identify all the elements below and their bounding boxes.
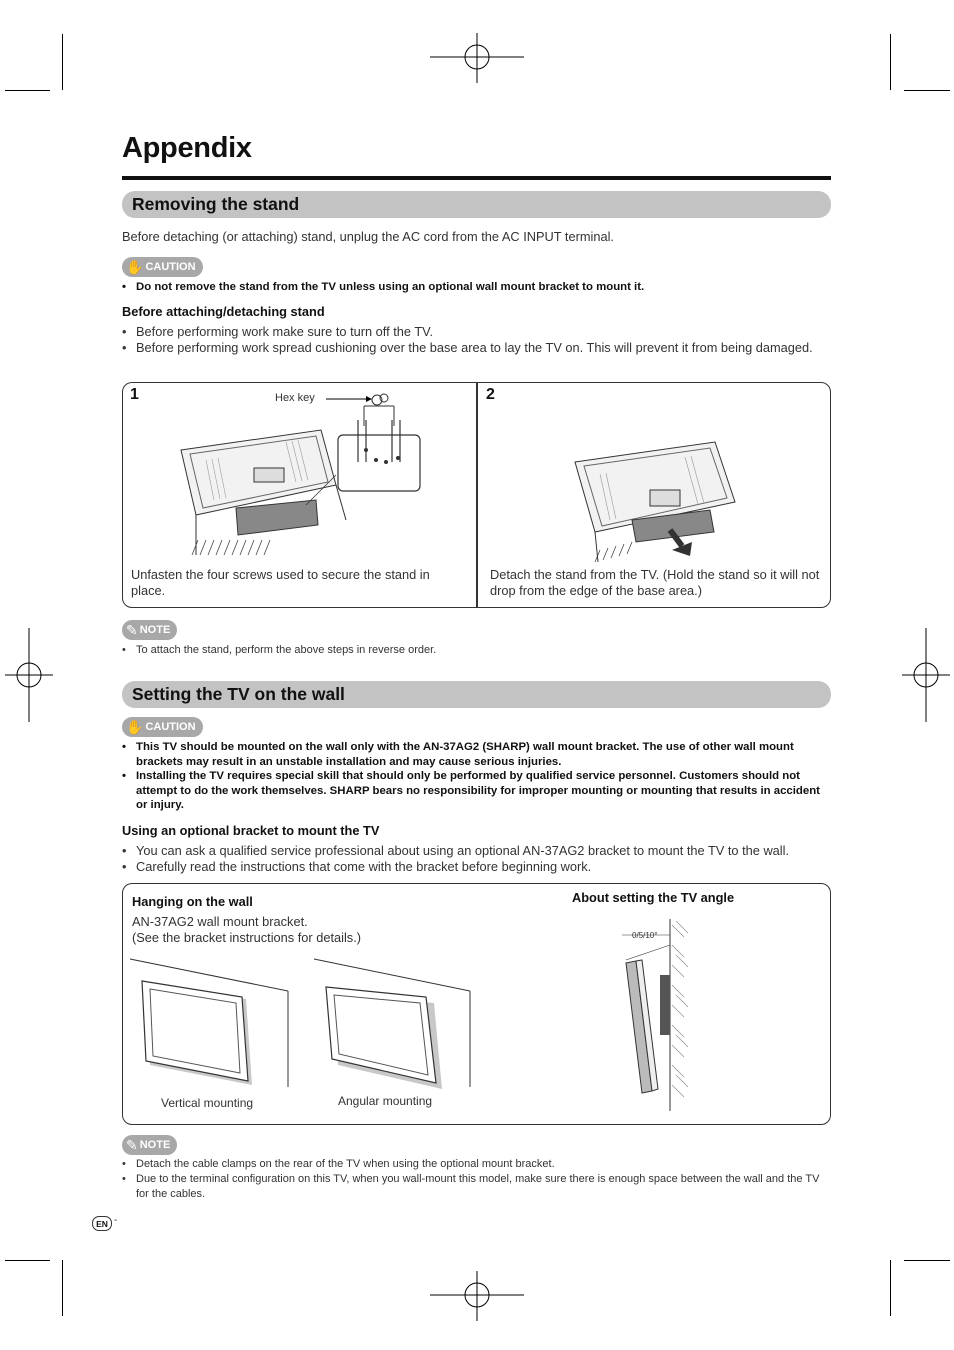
vertical-mounting-illustration bbox=[128, 957, 290, 1089]
page-title: Appendix bbox=[122, 132, 252, 164]
step-2-caption: Detach the stand from the TV. (Hold the stand so it will not drop from the edge of the base area.) bbox=[490, 567, 820, 598]
section-header-removing bbox=[122, 191, 831, 218]
hanging-line-2: (See the bracket instructions for details.) bbox=[132, 930, 362, 945]
step-1-caption: Unfasten the four screws used to secure the stand in place. bbox=[131, 567, 430, 598]
registration-mark-right bbox=[902, 628, 950, 722]
caution-label-2: CAUTION bbox=[145, 721, 196, 733]
language-badge-text: EN bbox=[96, 1218, 108, 1229]
note-list-1 bbox=[122, 643, 831, 658]
hand-icon: ✋ bbox=[126, 258, 144, 275]
caution-list-1 bbox=[122, 280, 831, 295]
tv-angle-side-illustration bbox=[612, 915, 722, 1115]
registration-mark-bottom bbox=[430, 1271, 524, 1321]
note-item: • Due to the terminal configuration on this TV, when you wall-mount this model, make sure there is enough space between the wall and the TV for the cables. bbox=[122, 1172, 834, 1202]
angle-title: About setting the TV angle bbox=[572, 890, 735, 905]
page-number-dash: - bbox=[114, 1215, 118, 1226]
list-item: • Before performing work spread cushioning over the base area to lay the TV on. This will prevent it from being damaged. bbox=[122, 340, 822, 356]
note-item: • To attach the stand, perform the above steps in reverse order. bbox=[122, 643, 831, 658]
list-item: • Carefully read the instructions that come with the bracket before beginning work. bbox=[122, 859, 834, 875]
caution-item: • This TV should be mounted on the wall only with the AN-37AG2 (SHARP) wall mount bracket. The use of other wall mount brackets may result in an unstable installation and may cause serious injuries. bbox=[122, 740, 832, 769]
hex-key-label: Hex key bbox=[275, 392, 315, 404]
caution-badge-1 bbox=[122, 257, 203, 277]
caution-item: • Do not remove the stand from the TV unless using an optional wall mount bracket to mount it. bbox=[122, 280, 831, 295]
note-item: • Detach the cable clamps on the rear of the TV when using the optional mount bracket. bbox=[122, 1157, 834, 1172]
note-label-1: NOTE bbox=[139, 624, 171, 636]
tv-back-unscrew-illustration bbox=[176, 390, 426, 565]
step-2-number: 2 bbox=[486, 386, 495, 403]
hand-icon: ✋ bbox=[126, 718, 144, 735]
registration-mark-left bbox=[5, 628, 53, 722]
list-item: • You can ask a qualified service professional about using an optional AN-37AG2 bracket to mount the TV to the wall. bbox=[122, 843, 834, 859]
registration-mark-top bbox=[430, 33, 524, 83]
caution-label-1: CAUTION bbox=[145, 261, 196, 273]
before-attaching-list bbox=[122, 324, 822, 356]
angle-value-label: 0/5/10° bbox=[632, 931, 658, 940]
pencil-icon: ✎ bbox=[126, 1136, 138, 1153]
pencil-icon: ✎ bbox=[126, 621, 138, 638]
subheading-optional-bracket: Using an optional bracket to mount the TV bbox=[122, 823, 380, 838]
note-label-2: NOTE bbox=[139, 1139, 171, 1151]
steps-divider bbox=[476, 383, 478, 607]
subheading-before-attaching: Before attaching/detaching stand bbox=[122, 304, 325, 319]
tv-detach-stand-illustration bbox=[570, 432, 750, 564]
angular-mounting-illustration bbox=[312, 957, 474, 1089]
caution-list-2 bbox=[122, 740, 832, 813]
list-item: • Before performing work make sure to turn off the TV. bbox=[122, 324, 822, 340]
caution-item: • Installing the TV requires special skill that should only be performed by qualified service personnel. Customers should not attempt to do the work themselves. SHARP bears no responsibility for improper mounting or mounting that results in accident or injury. bbox=[122, 769, 832, 813]
angular-mounting-label: Angular mounting bbox=[338, 1094, 433, 1108]
section-title-removing: Removing the stand bbox=[132, 194, 300, 214]
caution-badge-2 bbox=[122, 717, 203, 737]
title-rule bbox=[122, 176, 831, 180]
step-1-number: 1 bbox=[130, 386, 139, 403]
hanging-line-1: AN-37AG2 wall mount bracket. bbox=[132, 914, 308, 929]
note-badge-1 bbox=[122, 620, 177, 640]
removing-intro: Before detaching (or attaching) stand, unplug the AC cord from the AC INPUT terminal. bbox=[122, 229, 614, 244]
hanging-title: Hanging on the wall bbox=[132, 894, 253, 909]
note-badge-2 bbox=[122, 1135, 177, 1155]
section-header-wall bbox=[122, 681, 831, 708]
language-badge bbox=[92, 1216, 112, 1231]
optional-bracket-list bbox=[122, 843, 834, 875]
vertical-mounting-label: Vertical mounting bbox=[161, 1096, 254, 1110]
section-title-wall: Setting the TV on the wall bbox=[132, 684, 345, 704]
note-list-2 bbox=[122, 1157, 834, 1202]
